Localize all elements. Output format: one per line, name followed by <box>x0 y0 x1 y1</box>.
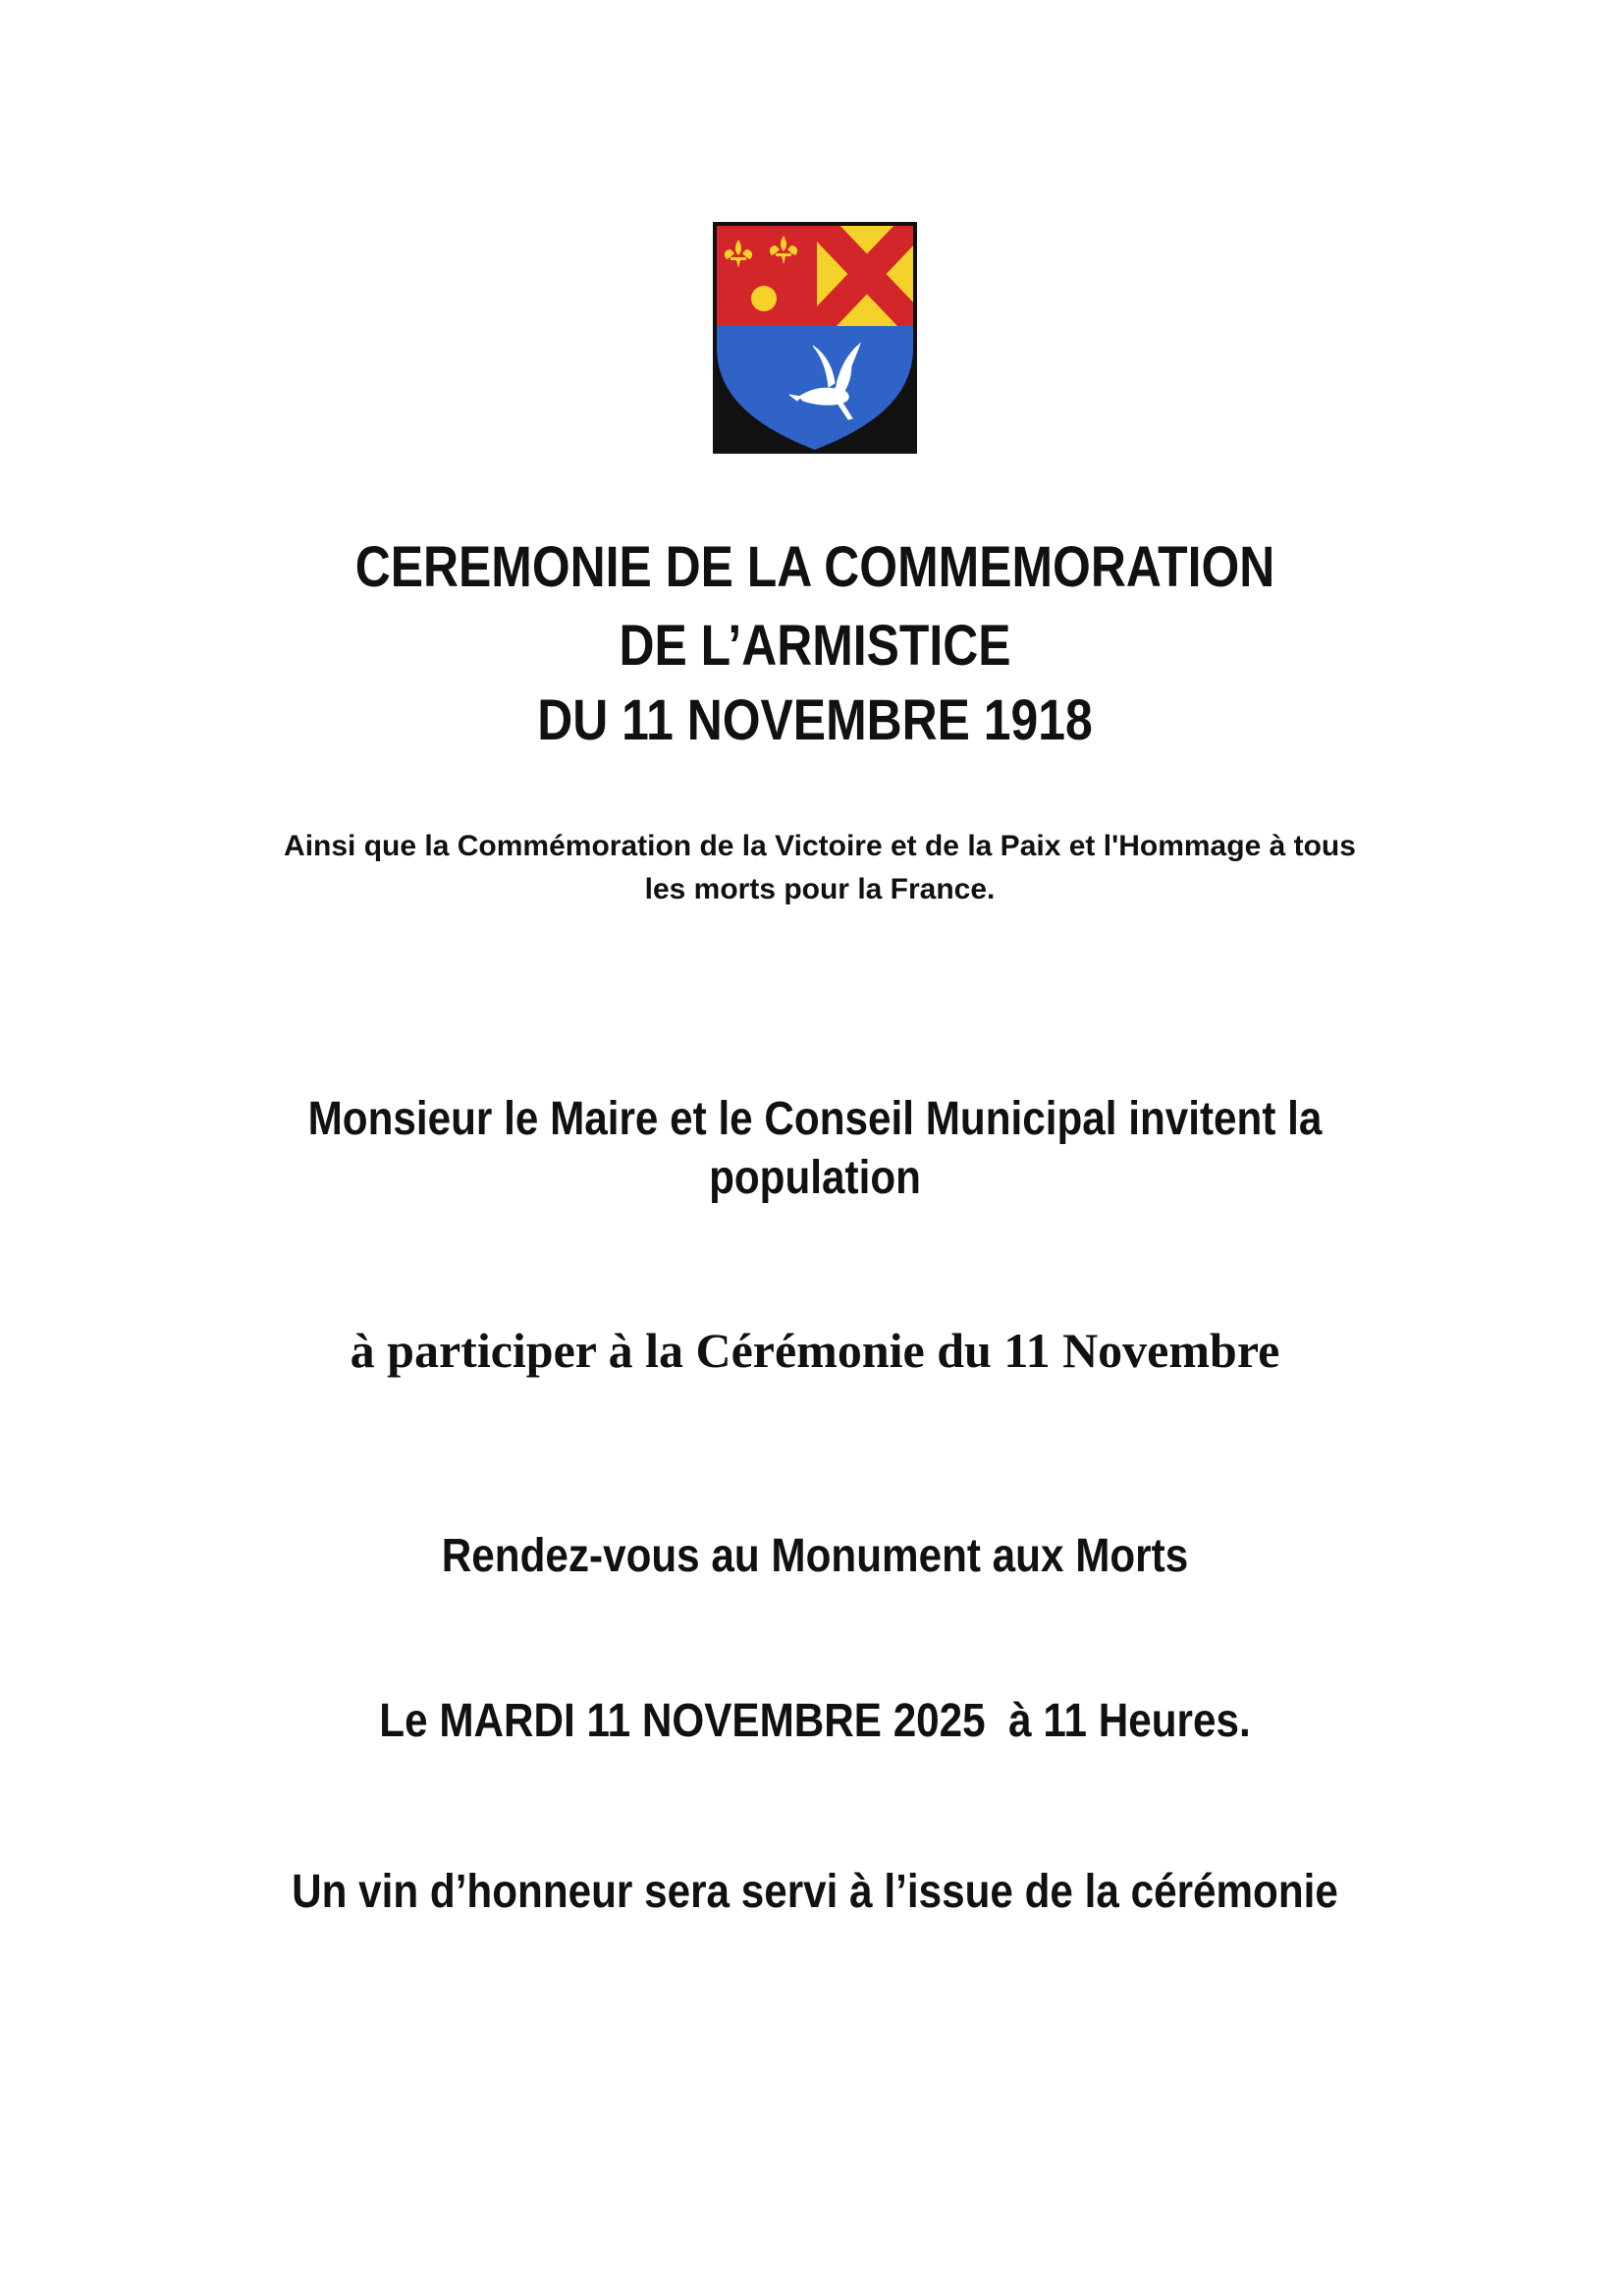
meeting-place-text: Rendez-vous au Monument aux Morts <box>441 1530 1189 1582</box>
subtitle-line-1: Ainsi que la Commémoration de la Victoire et de la Paix et l'Hommage à tous <box>284 830 1356 862</box>
subtitle-line-2: les morts pour la France. <box>644 873 996 905</box>
page-title-line-3: DU 11 NOVEMBRE 1918 <box>537 688 1093 752</box>
invitation-text: Monsieur le Maire et le Conseil Municipal invitent la population <box>307 1093 1323 1204</box>
page-title-line-2: DE L’ARMISTICE <box>619 614 1011 678</box>
reception-text: Un vin d’honneur sera servi à l’issue de la cérémonie <box>292 1866 1338 1918</box>
coat-of-arms-icon <box>713 222 917 454</box>
subtitle <box>196 825 1443 911</box>
page-title-line-1: CEREMONIE DE LA COMMEMORATION <box>354 535 1275 599</box>
event-date-text: Le MARDI 11 NOVEMBRE 2025 à 11 Heures. <box>379 1695 1251 1747</box>
participation-text: à participer à la Cérémonie du 11 Novembre <box>350 1323 1280 1378</box>
